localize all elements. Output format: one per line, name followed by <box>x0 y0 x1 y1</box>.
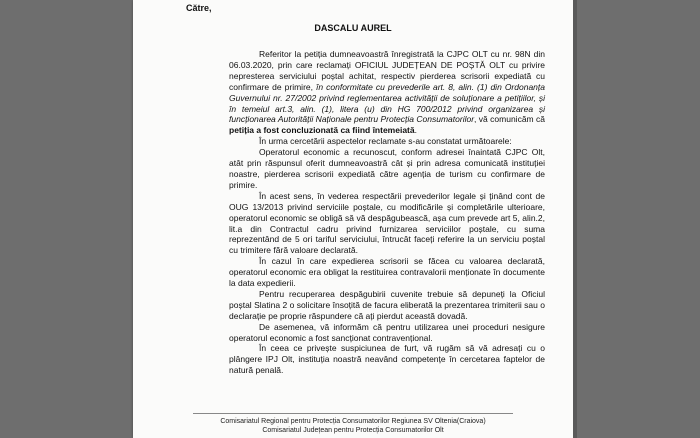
paragraph-reference-legal: în conformitate cu prevederile art. 8, alin. (1) din Ordonanța Guvernului nr. 27/2002 privind reglementarea activității de soluționare a petițiilor, și în temeiul art.3, alin. (1), litera (u) din HG 700/2012 privind organizarea și funcționarea Autorității Naționale pentru Protecția Consumatorilor <box>229 81 545 125</box>
letter-body <box>229 49 545 376</box>
letter-greeting: Către, <box>186 3 212 13</box>
paragraph-reference-conclusion: petiția a fost concluzionată ca fiind întemeiată <box>229 125 415 136</box>
paragraph-findings-intro: În urma cercetării aspectelor reclamate s-au constatat următoarele: <box>259 136 512 147</box>
document-page <box>133 0 573 438</box>
paragraph-operator-recognized: Operatorul economic a recunoscut, conform adresei înaintată CJPC Olt, atât prin răspunsul oferit dumneavoastră cât și prin adresa comunicată instituției noastre, pierderea scrisorii expediată către agenția de turism cu confirmare de primire. <box>229 147 545 190</box>
footer-divider <box>193 413 513 414</box>
paragraph-reference-a: Referitor la petiția dumneavoastră înregistrată la CJPC OLT cu nr. 98N din 06.03.2020, prin care reclamați OFICIUL JUDEȚEAN DE POȘTĂ OLT cu privire nepresterea serviciului poștal achitat, respectiv pierderea scrisorii expediată cu confirmare de primire, <box>229 49 545 92</box>
paragraph-reference-e: . <box>414 125 417 136</box>
footer-line-regional: Comisariatul Regional pentru Protecția Consumatorilor Regiunea SV Oltenia(Craiova) <box>220 418 486 425</box>
letter-recipient: DASCALU AUREL <box>314 23 392 33</box>
paragraph-recovery: Pentru recuperarea despăgubirii cuvenite trebuie să depuneți la Oficiul poștal Slatina 2 o solicitare însoțită de facura eliberată la prezentarea trimiterii sau o declarație pe proprie răspundere că ați pierdut această dovadă. <box>229 288 545 321</box>
page-shadow <box>573 0 577 438</box>
paragraph-reference <box>229 49 545 136</box>
footer-line-county: Comisariatul Județean pentru Protecția Consumatorilor Olt <box>262 427 444 434</box>
paragraph-theft: În ceea ce privește suspiciunea de furt, vă rugăm să vă adresați cu o plângere IPJ Olt, instituția noastră neavând competențe în cercetarea faptelor de natură penală. <box>229 343 545 376</box>
paragraph-compensation: În acest sens, în vederea respectării prevederilor legale și ținând cont de OUG 13/2013 privind serviciile poștale, cu modificările și completările ulterioare, operatorul economic se obligă să vă despăgubească, așa cum prevede art 5, alin.2, lit.a din Contractul cadru privind furnizarea serviciilor poștale, cu suma reprezentând de 5 ori tariful serviciului, întrucât faceți referire la un serviciu poștal cu trimitere fără valoare declarată. <box>229 190 545 256</box>
paragraph-declared-value: În cazul în care expedierea scrisorii se făcea cu valoarea declarată, operatorul economic era obligat la restituirea contravalorii menționate în documente la data expedierii. <box>229 256 545 289</box>
paragraph-sanction: De asemenea, vă informăm că pentru utilizarea unei proceduri nesigure operatorul economic a fost sancționat contravențional. <box>229 321 545 343</box>
footer <box>133 417 573 435</box>
paragraph-reference-c: , vă comunicăm că <box>474 114 545 125</box>
